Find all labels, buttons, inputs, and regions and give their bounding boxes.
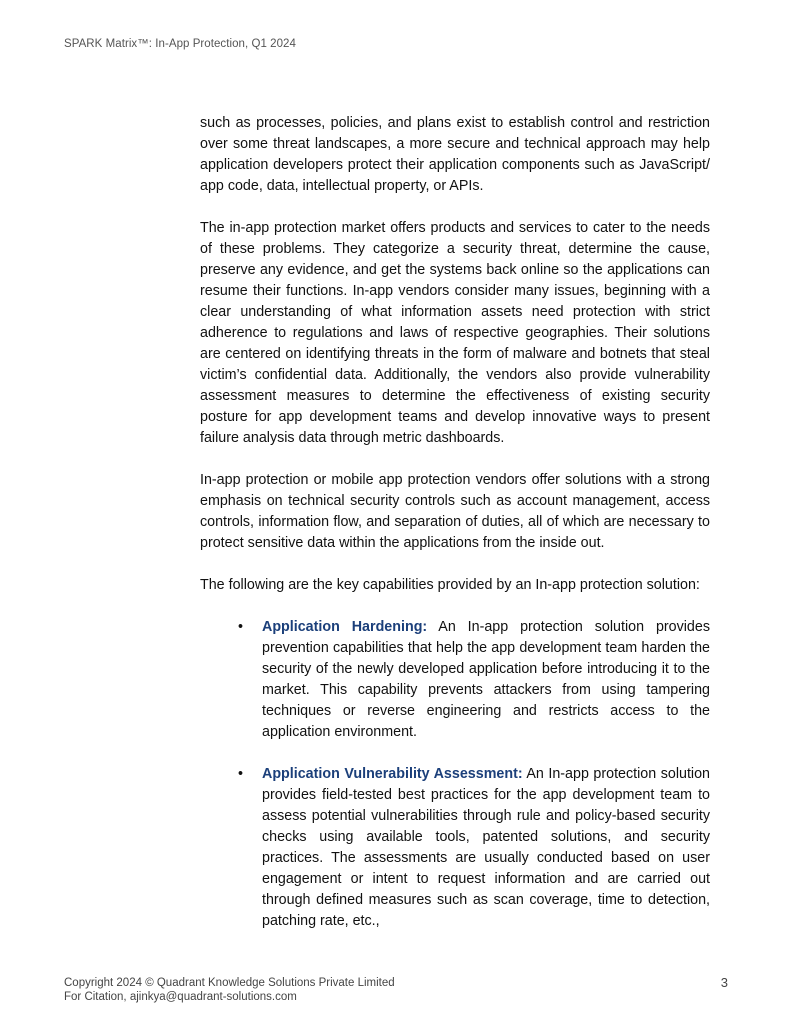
paragraph-1: such as processes, policies, and plans exist to establish control and restriction over some threat landscapes, a more secure and technical approach may help application developers protect their application components such as JavaScript/ app code, data, intellectual property, or APIs. <box>200 115 710 194</box>
list-item-term: Application Vulnerability Assessment: <box>262 766 523 782</box>
bullet-icon: • <box>238 766 244 782</box>
list-item-application-hardening <box>238 617 710 743</box>
list-item-text: An In-app protection solution provides field-tested best practices for the app development team to assess potential vulnerabilities through rule and policy-based security checks using available tools, patented solutions, and security practices. The assessments are usually conducted based on user engagement or intent to request information and are carried out through defined measures such as scan coverage, time to detection, patching rate, etc., <box>262 766 710 929</box>
bullet-icon: • <box>238 619 244 635</box>
list-item-text: An In-app protection solution provides prevention capabilities that help the app development team harden the security of the newly developed application before introducing it to the market. This capability prevents attackers from using tampering techniques or reverse engineering and restricts access to the application environment. <box>262 619 710 740</box>
paragraph-2: The in-app protection market offers products and services to cater to the needs of these problems. They categorize a security threat, determine the cause, preserve any evidence, and get the systems back online so the applications can resume their functions. In-app vendors consider many issues, beginning with a clear understanding of what information assets need protection with strict adherence to regulations and laws of respective geographies. Their solutions are centered on identifying threats in the form of malware and botnets that steal victim’s confidential data. Additionally, the vendors also provide vulnerability assessment measures to determine the effectiveness of existing security posture for app development teams and develop innovative ways to present failure analysis data through metric dashboards. <box>200 220 710 446</box>
footer-copyright: Copyright 2024 © Quadrant Knowledge Solutions Private Limited <box>64 977 395 989</box>
paragraph-3: In-app protection or mobile app protection vendors offer solutions with a strong emphasis on technical security controls such as account management, access controls, information flow, and separation of duties, all of which are necessary to protect sensitive data within the applications from the inside out. <box>200 472 710 551</box>
page-number: 3 <box>720 975 728 990</box>
list-item-term: Application Hardening: <box>262 619 428 635</box>
paragraph-4: The following are the key capabilities provided by an In-app protection solution: <box>200 577 700 593</box>
document-body <box>200 113 710 953</box>
list-item-application-vulnerability-assessment <box>238 764 710 932</box>
page-header: SPARK Matrix™: In-App Protection, Q1 2024 <box>64 38 296 50</box>
footer-citation: For Citation, ajinkya@quadrant-solutions.com <box>64 991 297 1003</box>
capabilities-list <box>200 617 710 932</box>
page-footer <box>64 976 395 1004</box>
